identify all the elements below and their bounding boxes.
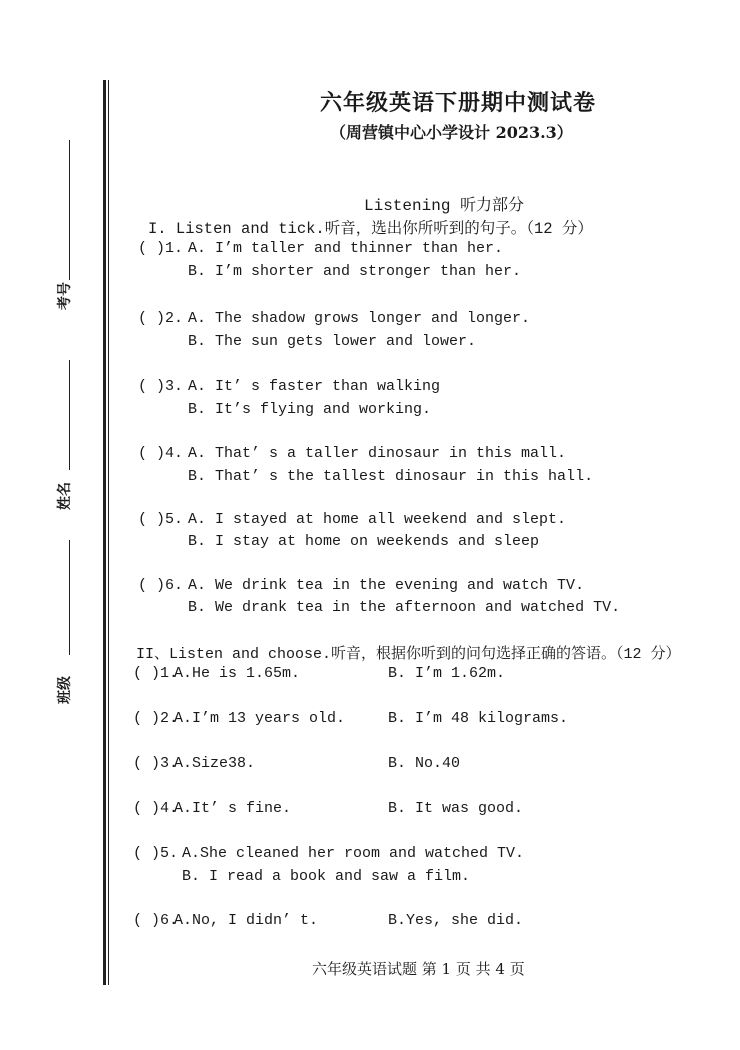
question-number: ( )3. (138, 378, 184, 395)
option-a: A. That’ s a taller dinosaur in this mall. (188, 445, 567, 462)
option-b: B. I read a book and saw a film. (182, 868, 471, 885)
option-a: A. The shadow grows longer and longer. (188, 310, 531, 327)
option-b: B. It was good. (388, 800, 524, 817)
question-number: ( )2. (138, 310, 184, 327)
binding-border-line (103, 80, 106, 985)
option-b: B. No.40 (388, 755, 461, 772)
page-footer: 六年级英语试题 第 1 页 共 4 页 (312, 960, 525, 978)
section-1-heading: I. Listen and tick.听音，选出你所听到的句子。（12 分） (148, 220, 593, 238)
question-number: ( )4. (133, 800, 179, 817)
question-number: ( )1. (133, 665, 179, 682)
option-a: A. I’m taller and thinner than her. (188, 240, 504, 257)
exam-number-fill-line (69, 140, 70, 280)
question-number: ( )6. (138, 577, 184, 594)
question-number: ( )4. (138, 445, 184, 462)
exam-number-label: 考号 (57, 282, 73, 310)
option-a: A. I stayed at home all weekend and slept. (188, 511, 567, 528)
option-a: A. It’ s faster than walking (188, 378, 441, 395)
page-title: 六年级英语下册期中测试卷 (320, 90, 597, 116)
option-b: B. It’s flying and working. (188, 401, 432, 418)
option-b: B. That’ s the tallest dinosaur in this hall. (188, 468, 594, 485)
option-a: A.She cleaned her room and watched TV. (182, 845, 525, 862)
page-subtitle: （周营镇中心小学设计 2023.3） (330, 123, 573, 142)
name-fill-line (69, 360, 70, 470)
option-b: B. I’m shorter and stronger than her. (188, 263, 522, 280)
section-2-heading: II、Listen and choose.听音，根据你听到的问句选择正确的答语。（12 分） (136, 646, 681, 663)
question-number: ( )2. (133, 710, 179, 727)
option-b: B. I stay at home on weekends and sleep (188, 533, 540, 550)
class-label: 班级 (57, 676, 73, 704)
listening-heading: Listening 听力部分 (364, 197, 525, 215)
class-fill-line (69, 540, 70, 655)
option-b: B.Yes, she did. (388, 912, 524, 929)
question-number: ( )3. (133, 755, 179, 772)
name-label: 姓名 (57, 482, 73, 510)
question-number: ( )5. (138, 511, 184, 528)
option-a: A.Size38. (174, 755, 256, 772)
option-a: A.No, I didn’ t. (174, 912, 319, 929)
question-number: ( )6. (133, 912, 179, 929)
binding-border-line-inner (108, 80, 109, 985)
option-a: A.I’m 13 years old. (174, 710, 346, 727)
option-a: A.He is 1.65m. (174, 665, 301, 682)
option-a: A. We drink tea in the evening and watch TV. (188, 577, 585, 594)
option-b: B. I’m 48 kilograms. (388, 710, 569, 727)
option-b: B. I’m 1.62m. (388, 665, 506, 682)
option-b: B. We drank tea in the afternoon and watched TV. (188, 599, 621, 616)
option-a: A.It’ s fine. (174, 800, 292, 817)
option-b: B. The sun gets lower and lower. (188, 333, 477, 350)
question-number: ( )5. (133, 845, 179, 862)
question-number: ( )1. (138, 240, 184, 257)
